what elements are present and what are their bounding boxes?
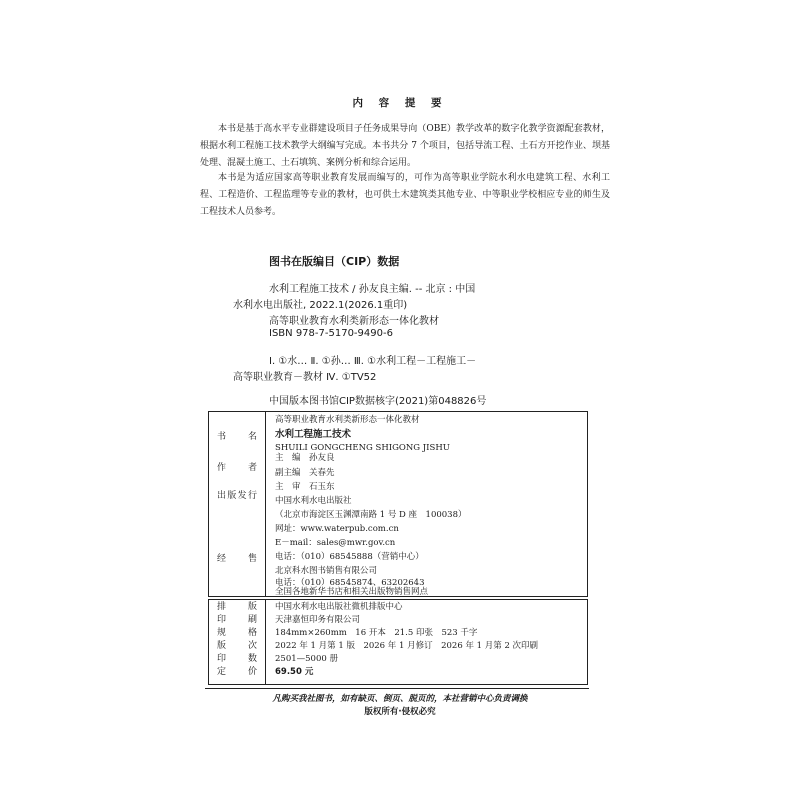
cip-number: 中国版本图书馆CIP数据核字(2021)第048826号 <box>269 396 487 407</box>
label-print-run: 印 数 <box>217 654 257 664</box>
distributor-phone: 电话：（010）68545874、63202643 <box>275 578 425 588</box>
label-typesetting: 排 版 <box>217 602 257 612</box>
label-distribution: 经 售 <box>217 554 257 564</box>
deputy-editor: 副主编 关春先 <box>275 468 335 478</box>
edition-value: 2022 年 1 月第 1 版 2026 年 1 月修订 2026 年 1 月第 2 次印刷 <box>275 641 539 651</box>
print-run-value: 2501—5000 册 <box>275 654 338 664</box>
label-publisher: 出 版 发 行 <box>217 491 257 501</box>
chief-editor: 主 编 孙友良 <box>275 453 335 463</box>
replacement-note: 凡购买我社图书，如有缺页、倒页、脱页的，本社营销中心负责调换 <box>272 694 528 704</box>
series-name: 高等职业教育水利类新形态一体化教材 <box>275 415 420 425</box>
distributor-name: 北京科水图书销售有限公司 <box>275 566 378 576</box>
typesetting-value: 中国水利水电出版社微机排版中心 <box>275 602 403 612</box>
abstract-paragraph: 本书是基于高水平专业群建设项目子任务成果导向（OBE）教学改革的数字化教学资源配套教材，根据水利工程施工技术教学大纲编写完成。本书共分 7 个项目，包括导流工程、土石方开挖作业、坝基处理、混凝土施工、土石填筑、案例分析和综合运用。 <box>200 124 610 168</box>
print-spec-table <box>208 599 588 685</box>
publisher-phone: 电话：（010）68545888（营销中心） <box>275 552 424 562</box>
price-value: 69.50 元 <box>275 667 314 677</box>
label-format: 规 格 <box>217 628 257 638</box>
abstract-paragraph: 本书是为适应国家高等职业教育发展而编写的，可作为高等职业学院水利水电建筑工程、水利工程、工程造价、工程监理等专业的教材，也可供土木建筑类其他专业、中等职业学校相应专业的师生及工程技术人员参考。 <box>200 173 610 217</box>
cip-line: 高等职业教育－教材 Ⅳ. ①TV52 <box>233 372 377 383</box>
book-pinyin: SHUILI GONGCHENG SHIGONG JISHU <box>275 443 450 453</box>
cip-heading: 图书在版编目（CIP）数据 <box>269 255 400 268</box>
label-printing: 印 刷 <box>217 615 257 625</box>
publication-info-table <box>208 411 588 597</box>
footer-rule <box>205 688 589 689</box>
column-divider <box>265 600 266 684</box>
reviewer: 主 审 石玉东 <box>275 482 335 492</box>
label-price: 定 价 <box>217 667 257 677</box>
cip-line: 高等职业教育水利类新形态一体化教材 <box>269 316 439 327</box>
copyright-notice: 版权所有·侵权必究 <box>364 707 436 717</box>
column-divider <box>265 412 266 596</box>
cip-isbn: ISBN 978-7-5170-9490-6 <box>269 328 393 339</box>
cip-line: 水利水电出版社, 2022.1(2026.1重印) <box>233 300 408 311</box>
label-book-name: 书 名 <box>217 432 257 442</box>
cip-line: Ⅰ. ①水… Ⅱ. ①孙… Ⅲ. ①水利工程－工程施工－ <box>269 356 477 367</box>
publisher-website: 网址：www.waterpub.com.cn <box>275 524 399 534</box>
format-value: 184mm×260mm 16 开本 21.5 印张 523 千字 <box>275 628 478 638</box>
publisher-name: 中国水利水电出版社 <box>275 496 352 506</box>
printing-value: 天津嘉恒印务有限公司 <box>275 615 361 625</box>
publisher-email: E－mail：sales@mwr.gov.cn <box>275 538 396 548</box>
sales-outlets: 全国各地新华书店和相关出版物销售网点 <box>275 587 429 597</box>
publisher-address: （北京市海淀区玉渊潭南路 1 号 D 座 100038） <box>275 510 467 520</box>
book-title: 水利工程施工技术 <box>275 429 352 440</box>
cip-line: 水利工程施工技术 / 孙友良主编. -- 北京 : 中国 <box>269 284 476 295</box>
label-edition: 版 次 <box>217 641 257 651</box>
abstract-title: 内 容 提 要 <box>352 97 448 109</box>
label-author: 作 者 <box>217 463 257 473</box>
